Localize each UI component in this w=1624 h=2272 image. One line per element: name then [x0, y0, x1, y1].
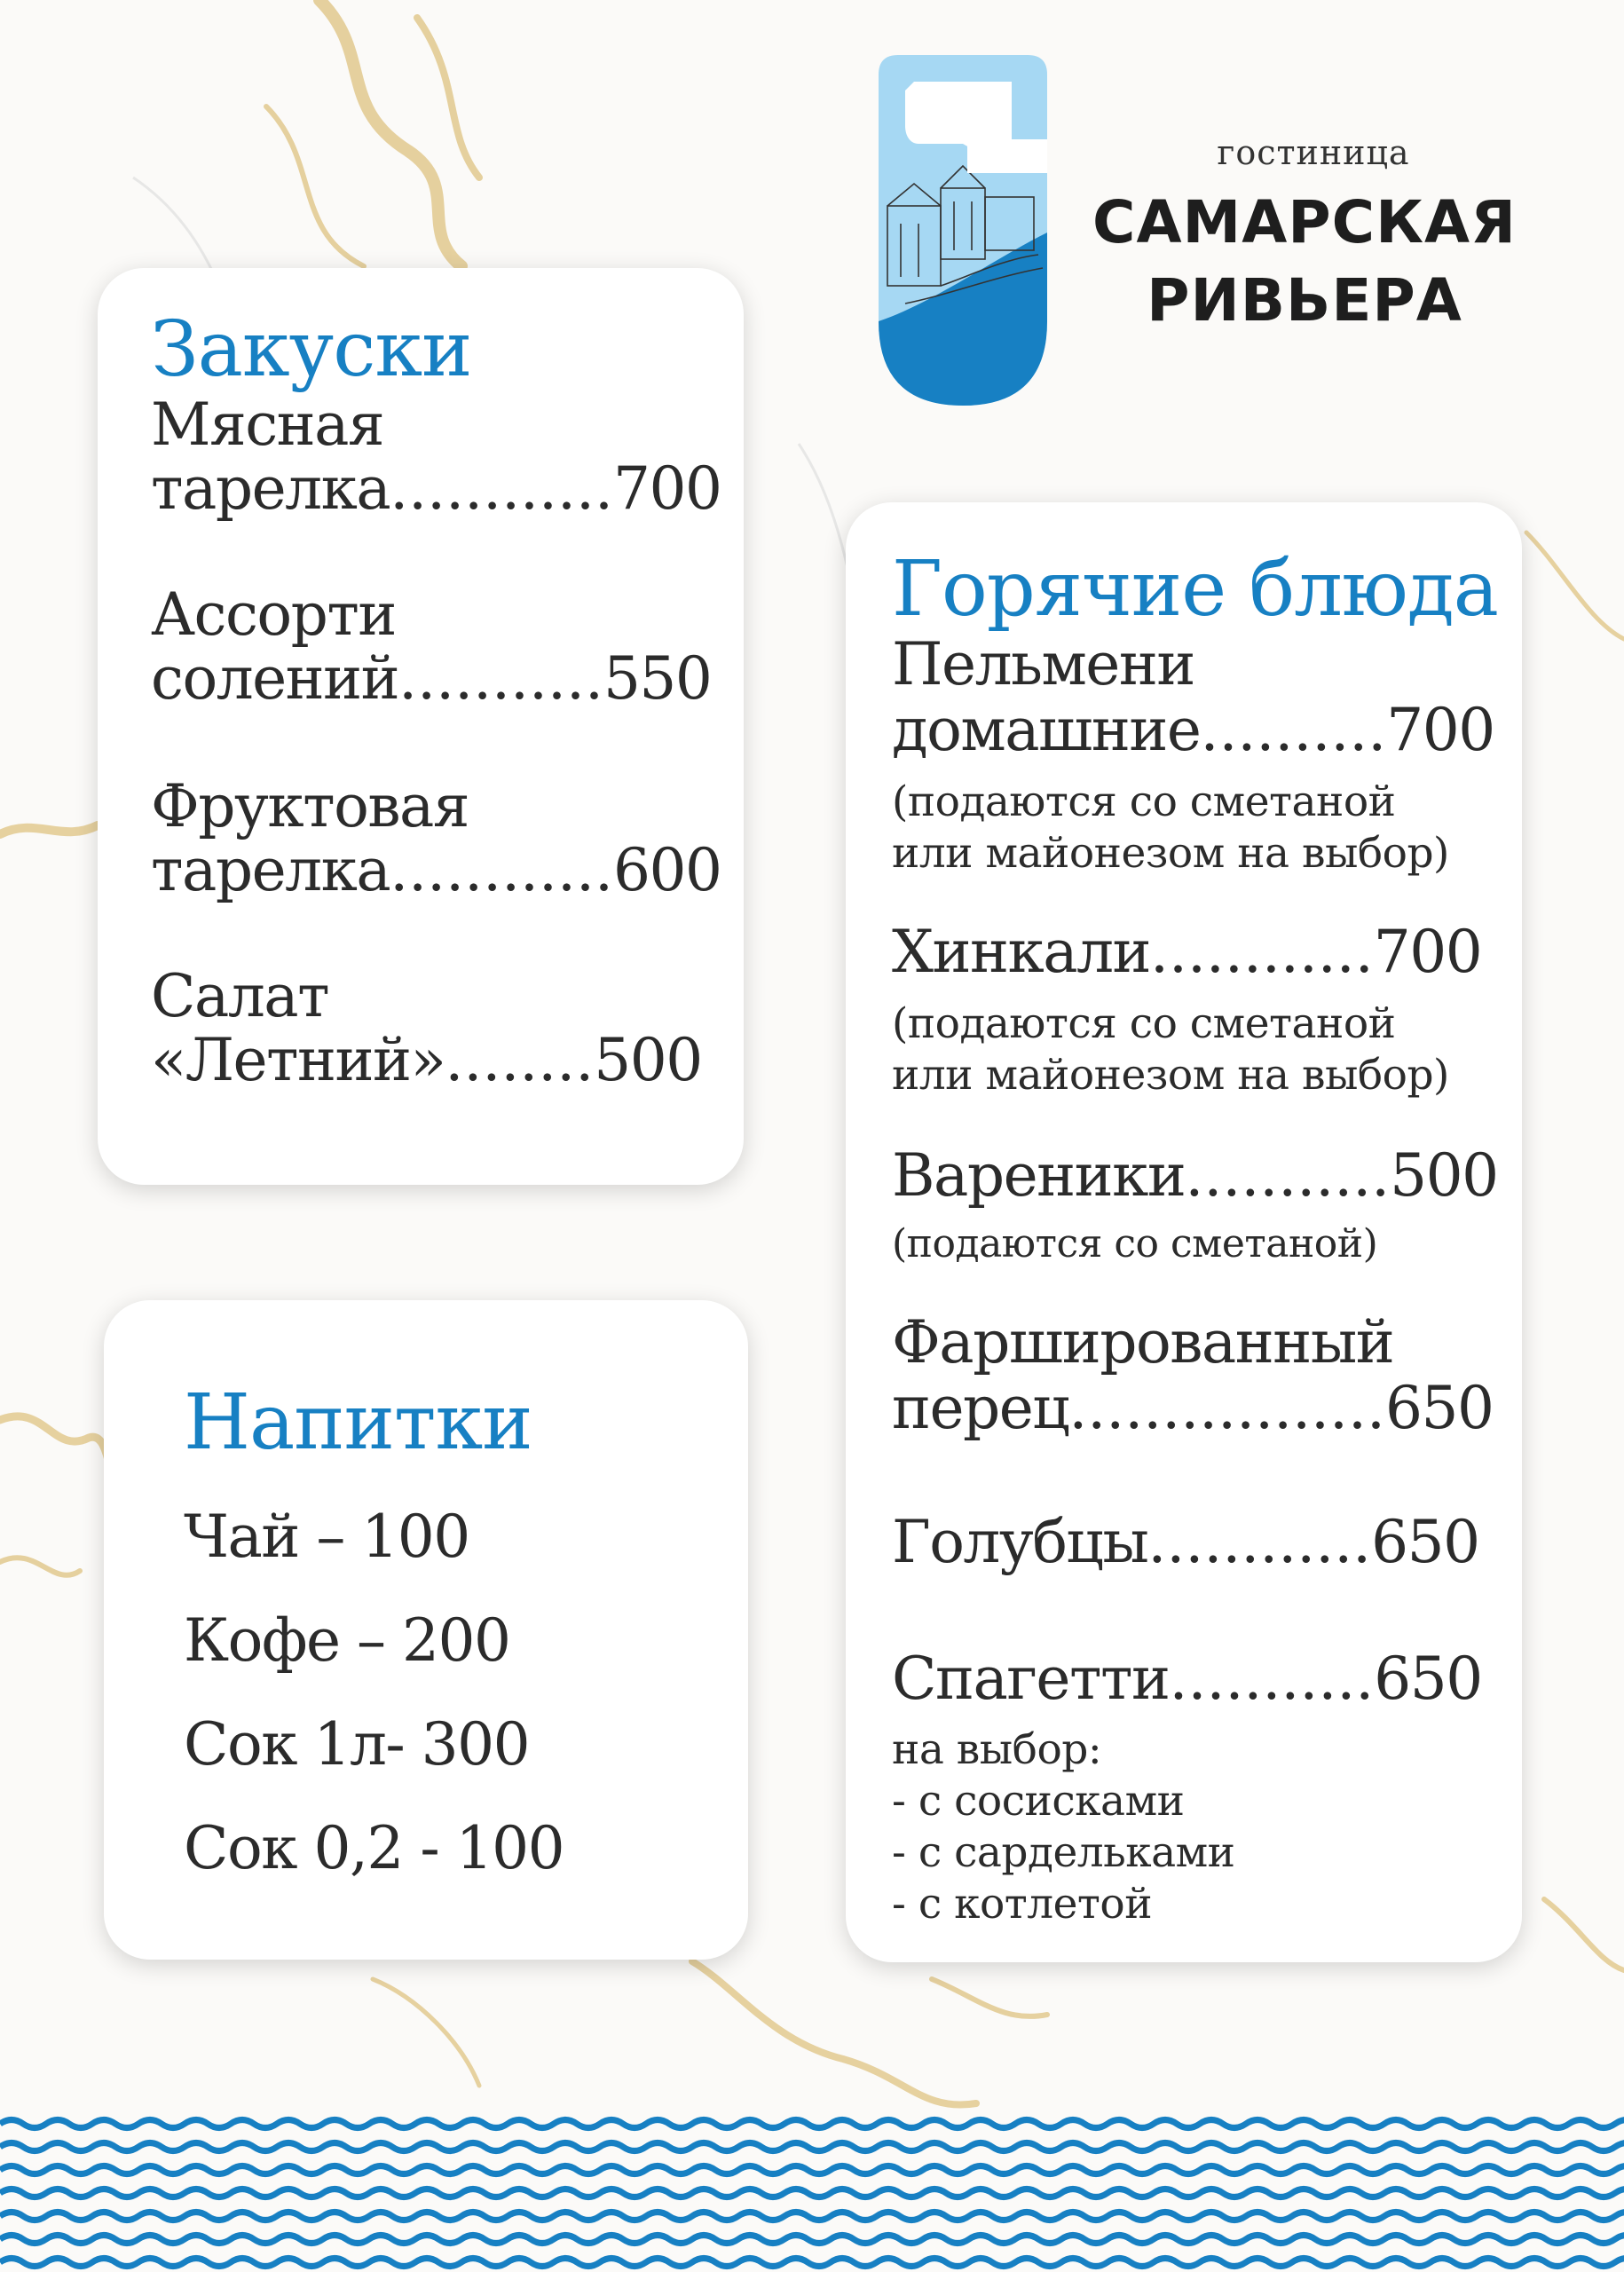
snack-item-line: тарелка............700 — [151, 454, 721, 523]
hot-item-note: (подаются со сметаной — [892, 777, 1396, 826]
hot-item-note: - с котлетой — [892, 1880, 1153, 1929]
hot-item-name: Пельмени — [892, 630, 1194, 698]
hot-item-note: (подаются со сметаной — [892, 999, 1396, 1048]
wave-line — [0, 2166, 1624, 2174]
snack-item-name: Ассорти — [151, 580, 396, 649]
hot-dishes-title: Горячие блюда — [892, 545, 1498, 634]
drinks-title: Напитки — [184, 1378, 532, 1467]
hot-item-line: Спагетти...........650 — [892, 1645, 1482, 1713]
hotel-name-line1: САМАРСКАЯ — [1092, 188, 1517, 256]
hot-item-note: или майонезом на выбор) — [892, 1051, 1449, 1100]
hot-item-note: на выбор: — [892, 1725, 1102, 1774]
snack-item-line: «Летний»........500 — [151, 1026, 702, 1094]
drink-item: Кофе – 200 — [184, 1606, 510, 1675]
snack-item-name: Фруктовая — [151, 772, 469, 840]
snack-item-line: тарелка............600 — [151, 836, 721, 904]
snack-item-line: солений...........550 — [151, 644, 712, 713]
wave-line — [0, 2213, 1624, 2221]
drink-item: Сок 0,2 - 100 — [184, 1814, 564, 1882]
sea-waves-decoration — [0, 2108, 1624, 2272]
hot-item-name: Фаршированный — [892, 1308, 1394, 1377]
hotel-type-label: гостиница — [1217, 133, 1410, 172]
hot-item-note: - с сардельками — [892, 1828, 1235, 1877]
hot-item-line: перец.................650 — [892, 1374, 1494, 1442]
hot-item-note: или майонезом на выбор) — [892, 829, 1449, 878]
hot-dishes-card — [846, 502, 1522, 1962]
hotel-name-line2: РИВЬЕРА — [1147, 266, 1462, 335]
snacks-title: Закуски — [151, 305, 472, 394]
hot-item-line: домашние..........700 — [892, 696, 1494, 764]
wave-line — [0, 2259, 1624, 2267]
snack-item-name: Салат — [151, 962, 329, 1030]
wave-line — [0, 2189, 1624, 2197]
wave-line — [0, 2236, 1624, 2244]
hot-item-line: Голубцы............650 — [892, 1508, 1479, 1576]
hotel-logo-icon — [879, 55, 1047, 406]
wave-line — [0, 2143, 1624, 2151]
wave-line — [0, 2120, 1624, 2128]
hot-item-note: (подаются со сметаной) — [892, 1221, 1378, 1266]
snack-item-name: Мясная — [151, 390, 384, 459]
snacks-card — [98, 268, 744, 1185]
drinks-card — [104, 1300, 748, 1960]
hot-item-note: - с сосисками — [892, 1777, 1185, 1826]
drink-item: Чай – 100 — [184, 1503, 469, 1571]
hot-item-line: Вареники...........500 — [892, 1141, 1498, 1210]
hot-item-line: Хинкали............700 — [892, 918, 1482, 986]
drink-item: Сок 1л- 300 — [184, 1710, 530, 1779]
